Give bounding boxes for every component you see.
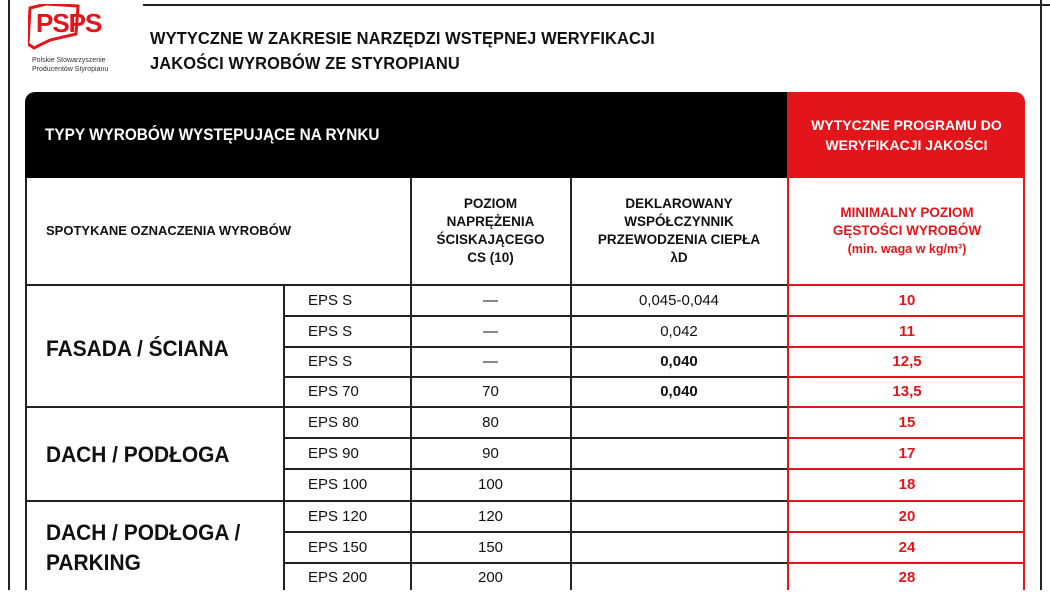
table-cell-cs: — [483, 323, 498, 340]
table-cell-cs: — [483, 292, 498, 309]
table-cell-density: 17 [898, 445, 916, 462]
subheader-lambda [571, 178, 787, 284]
logo-mark-icon [28, 4, 128, 54]
table-cell-eps: EPS 90 [308, 445, 359, 462]
group-label-fasada: FASADA / ŚCIANA [46, 336, 229, 361]
table-header-right [788, 92, 1025, 178]
table-cell-density: 13,5 [892, 383, 922, 400]
table-cell-cs: 80 [482, 414, 499, 431]
table-cell-cs: 90 [482, 445, 499, 462]
logo-subtitle: Polskie Stowarzyszenie Producentów Styropianu [32, 57, 109, 73]
table-cell-density: 18 [898, 476, 916, 493]
table-cell-lambda: 0,042 [660, 323, 698, 340]
table-cell-cs: 150 [477, 539, 504, 556]
table-cell-cs: 120 [477, 508, 504, 525]
group-label-parking-text: DACH / PODŁOGA / PARKING [46, 520, 241, 575]
header-right-label: WYTYCZNE PROGRAMU DO WERYFIKACJI JAKOŚCI [811, 117, 1002, 153]
page-title [150, 26, 655, 76]
table-cell-eps: EPS 100 [308, 476, 368, 493]
group-label-dach: DACH / PODŁOGA [46, 442, 230, 467]
table-cell-density: 28 [898, 569, 916, 586]
subheader-lambda-label: DEKLAROWANY WSPÓŁCZYNNIK PRZEWODZENIA CIEPŁA [597, 196, 761, 247]
table-cell-eps: EPS 70 [308, 383, 359, 400]
logo-text: PSPS [36, 8, 102, 38]
subheader-markings [25, 178, 410, 284]
frame-left-line [8, 0, 10, 590]
table-cell-density: 12,5 [892, 353, 922, 370]
table-cell-density: 11 [899, 323, 915, 340]
table-cell-density: 20 [898, 508, 916, 525]
table-cell-cs: 100 [477, 476, 504, 493]
table-cell-eps: EPS 80 [308, 414, 359, 431]
table-cell-lambda: 0,045-0,044 [638, 292, 720, 309]
table-cell-cs: — [483, 353, 498, 370]
table-cell-eps: EPS S [308, 323, 353, 340]
table-cell-density: 24 [898, 539, 916, 556]
table-cell-density: 15 [898, 414, 916, 431]
subheader-lambda-symbol: λD [670, 250, 688, 265]
frame-right-line [1040, 0, 1042, 590]
grid-line [25, 500, 787, 502]
subheader-cs-label: POZIOM NAPRĘŻENIA ŚCISKAJĄCEGO CS (10) [436, 196, 545, 265]
table-cell-lambda: 0,040 [660, 383, 698, 400]
table-cell-cs: 200 [477, 569, 504, 586]
subheader-cs [411, 178, 570, 284]
subheader-density-unit: (min. waga w kg/m³) [847, 242, 967, 256]
header-left-label: TYPY WYROBÓW WYSTĘPUJĄCE NA RYNKU [45, 126, 380, 144]
table-cell-cs: 70 [482, 383, 499, 400]
subheader-density-label: MINIMALNY POZIOM GĘSTOŚCI WYROBÓW [832, 205, 982, 238]
table-cell-density: 10 [898, 292, 916, 309]
table-cell-eps: EPS S [308, 353, 353, 370]
frame-top-line [143, 4, 1050, 6]
table-cell-eps: EPS 120 [308, 508, 368, 525]
table-cell-eps: EPS 150 [308, 539, 368, 556]
subheader-markings-label: SPOTYKANE OZNACZENIA WYROBÓW [46, 223, 292, 238]
table-header-left [25, 92, 787, 178]
table-cell-lambda: 0,040 [660, 353, 698, 370]
title-line-1: WYTYCZNE W ZAKRESIE NARZĘDZI WSTĘPNEJ WERYFIKACJI [150, 28, 655, 48]
subheader-density [789, 178, 1025, 284]
group-label-parking [46, 518, 265, 578]
table-cell-eps: EPS 200 [308, 569, 368, 586]
title-line-2: JAKOŚCI WYROBÓW ZE STYROPIANU [150, 53, 460, 73]
logo [28, 4, 128, 80]
grid-line [25, 178, 27, 590]
table-cell-eps: EPS S [308, 292, 353, 309]
